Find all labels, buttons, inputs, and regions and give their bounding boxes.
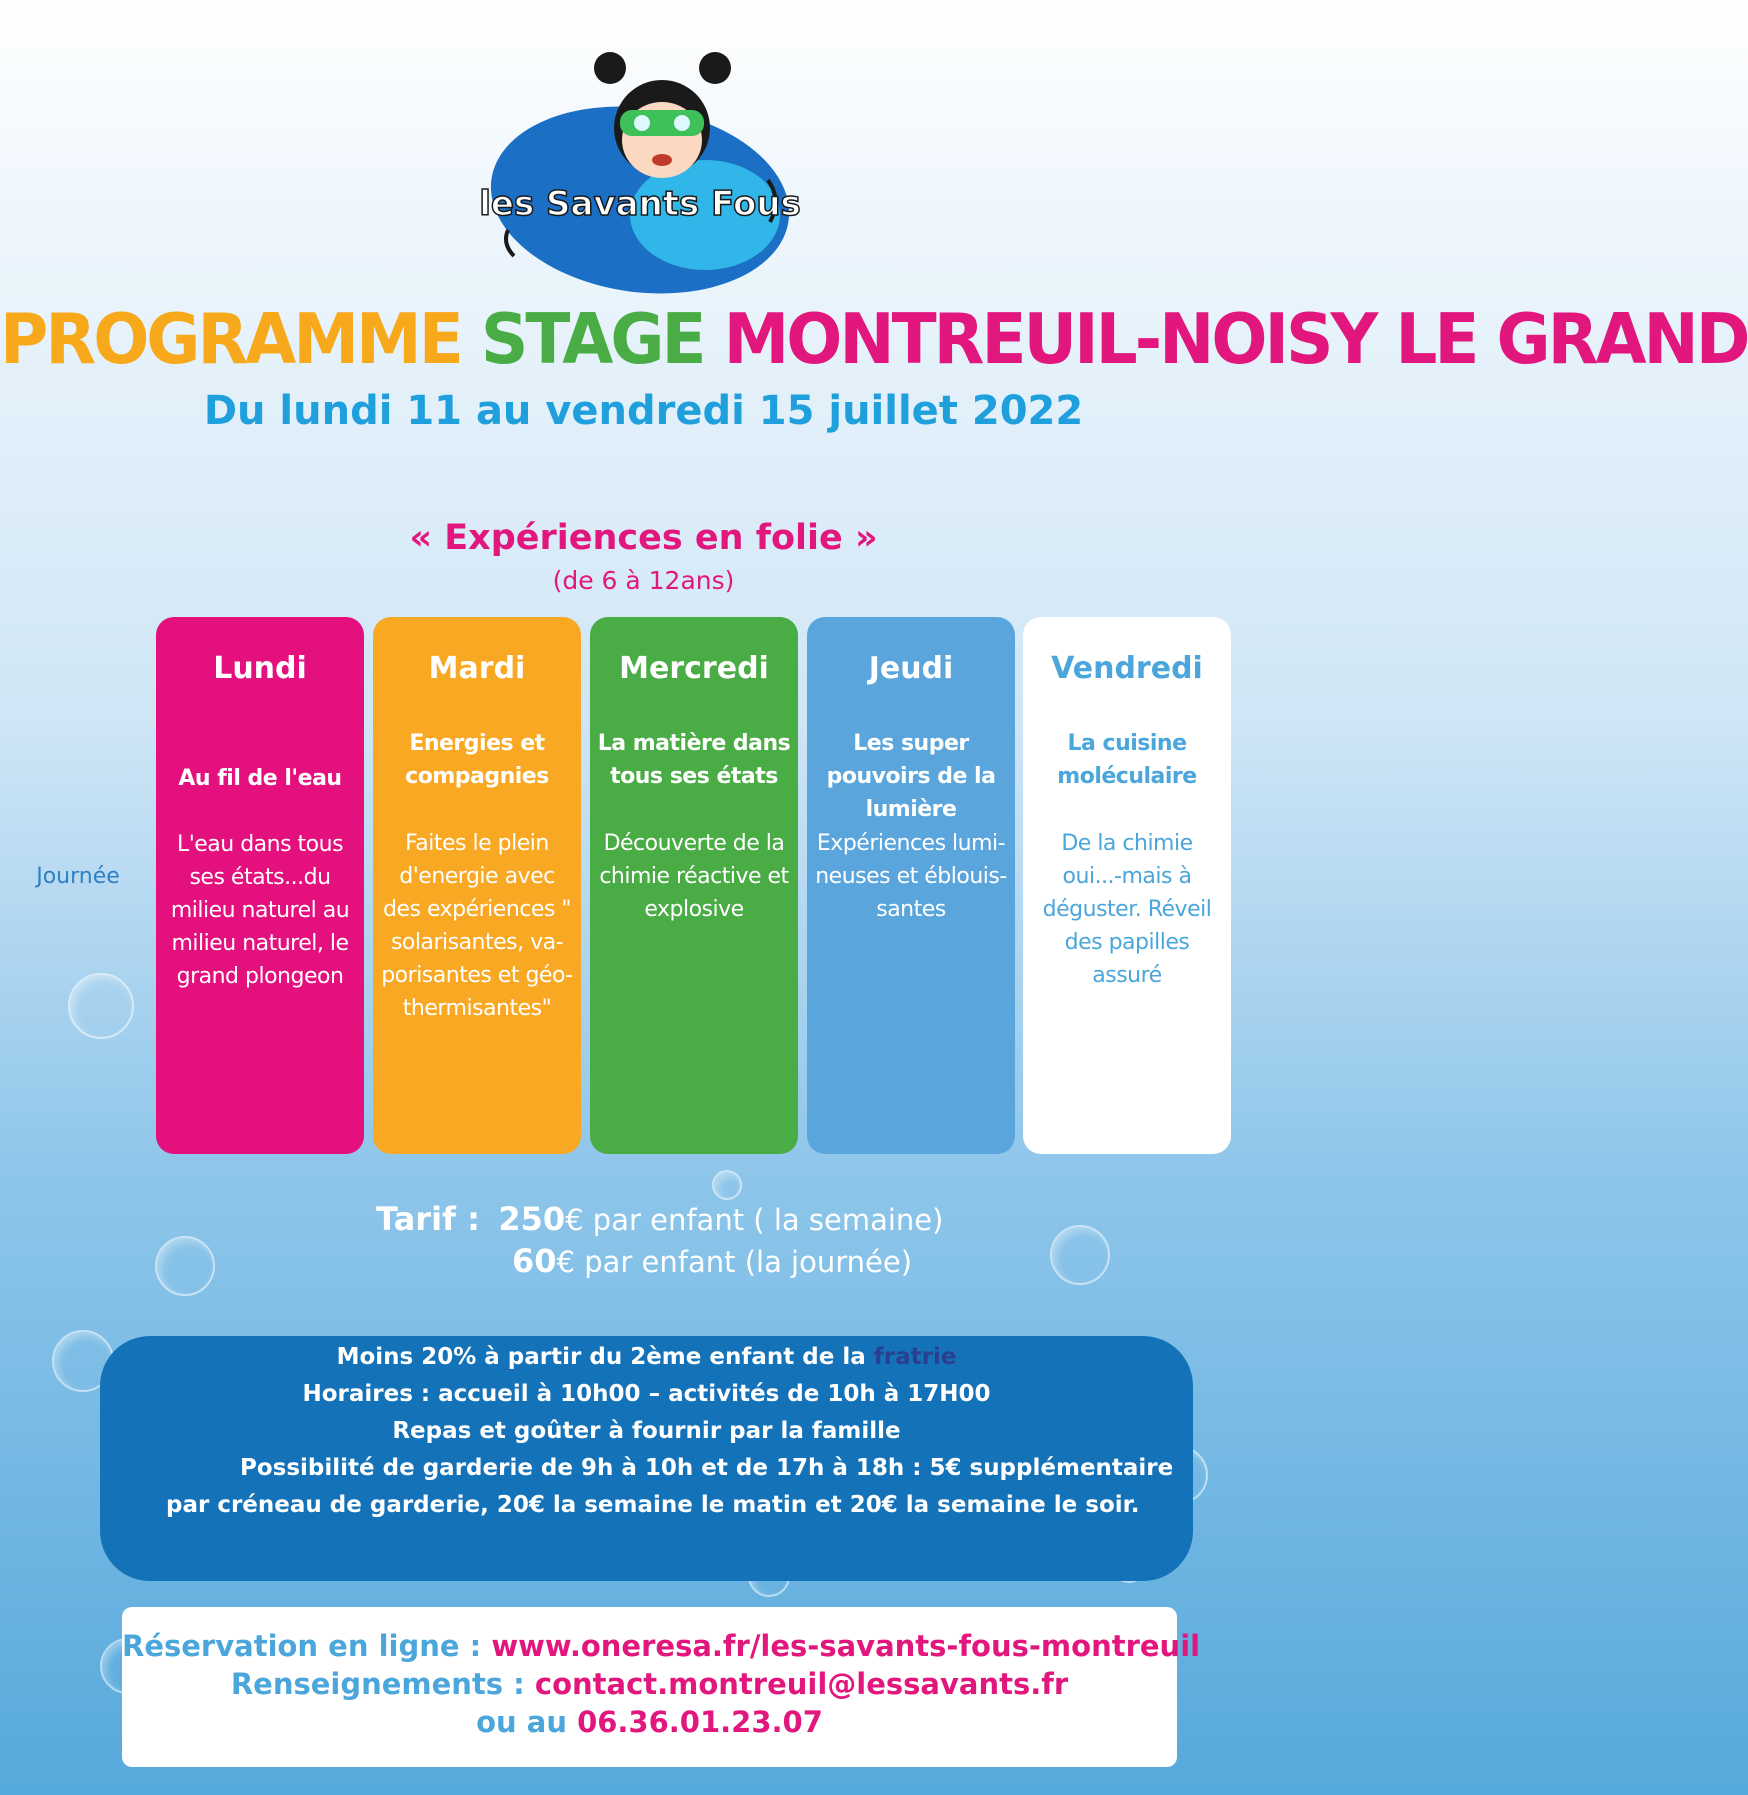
day-topic: La cuisine moléculaire (1057, 731, 1197, 789)
day-card-jeudi (807, 617, 1015, 1154)
savants-fous-logo (479, 40, 801, 285)
bubble-decoration (68, 973, 134, 1039)
week-price: 250 (498, 1200, 566, 1238)
pricing-week (376, 1200, 943, 1238)
day-description: Faites le plein d'energie avec des expériences " solarisantes, va-porisantes et géo-thermisantes" (381, 831, 573, 1021)
reservation-line (122, 1629, 1201, 1663)
day-name: Mercredi (619, 651, 769, 686)
age-range: (de 6 à 12ans) (552, 566, 735, 595)
day-price: 60 (512, 1242, 557, 1280)
day-name: Lundi (213, 651, 307, 686)
day-description: Découverte de la chimie réactive et explosive (599, 831, 789, 922)
day-topic: Energies et compagnies (405, 731, 549, 789)
day-topic: La matière dans tous ses états (597, 731, 791, 789)
bubble-decoration (712, 1170, 742, 1200)
day-name: Vendredi (1051, 651, 1203, 686)
program-theme: « Expériences en folie » (409, 518, 878, 558)
title-part-programme: PROGRAMME (0, 299, 461, 380)
phone-label: ou au (476, 1705, 578, 1739)
daycare-note: Possibilité de garderie de 9h à 10h et de 17h à 18h : 5€ supplémentaire (240, 1455, 1174, 1481)
logo-wordmark: les Savants Fous (479, 184, 801, 224)
row-label-journee: Journée (36, 864, 120, 889)
title-part-stage: STAGE (480, 299, 704, 380)
info-panel (100, 1336, 1193, 1581)
day-name: Mardi (428, 651, 526, 686)
phone-line (122, 1705, 1177, 1739)
bubble-decoration (1050, 1225, 1110, 1285)
discount-text: Moins 20% à partir du 2ème enfant de la (336, 1344, 874, 1370)
contact-panel (122, 1607, 1201, 1767)
day-description: L'eau dans tous ses états...du milieu naturel au milieu naturel, le grand plongeon (170, 832, 350, 989)
pricing-day (512, 1242, 912, 1280)
schedule-columns (156, 617, 1231, 1154)
bubble-decoration (155, 1236, 215, 1296)
day-card-lundi (156, 617, 364, 1154)
fratrie-word: fratrie (873, 1344, 957, 1370)
day-card-vendredi (1023, 617, 1231, 1154)
day-name: Jeudi (868, 651, 954, 686)
schedule-hours: Horaires : accueil à 10h00 – activités de 10h à 17H00 (302, 1381, 991, 1407)
sibling-discount (100, 1344, 1193, 1370)
day-description: De la chimie oui...-mais à déguster. Réveil des papilles assuré (1042, 831, 1212, 988)
day-card-mercredi (590, 617, 798, 1154)
phone-number[interactable]: 06.36.01.23.07 (577, 1705, 823, 1739)
email-link[interactable]: contact.montreuil@lessavants.fr (534, 1667, 1069, 1701)
day-topic: Au fil de l'eau (178, 766, 342, 791)
pricing-label: Tarif : (376, 1200, 480, 1238)
info-label: Renseignements : (230, 1667, 535, 1701)
program-dates: Du lundi 11 au vendredi 15 juillet 2022 (203, 388, 1084, 434)
week-price-text: € par enfant ( la semaine) (565, 1203, 944, 1237)
info-line (122, 1667, 1177, 1701)
day-description: Expériences lumi-neuses et éblouis-santes (815, 831, 1007, 922)
day-card-mardi (373, 617, 581, 1154)
meals-note: Repas et goûter à fournir par la famille (392, 1418, 901, 1444)
title-part-location: MONTREUIL-NOISY LE GRAND (723, 299, 1748, 380)
day-price-text: € par enfant (la journée) (556, 1245, 913, 1279)
reservation-link[interactable]: www.oneresa.fr/les-savants-fous-montreuil (491, 1629, 1201, 1663)
program-title (0, 299, 1748, 380)
reservation-label: Réservation en ligne : (122, 1629, 492, 1663)
daycare-pricing: par créneau de garderie, 20€ la semaine le matin et 20€ la semaine le soir. (166, 1492, 1140, 1518)
day-topic: Les super pouvoirs de la lumière (826, 731, 996, 822)
